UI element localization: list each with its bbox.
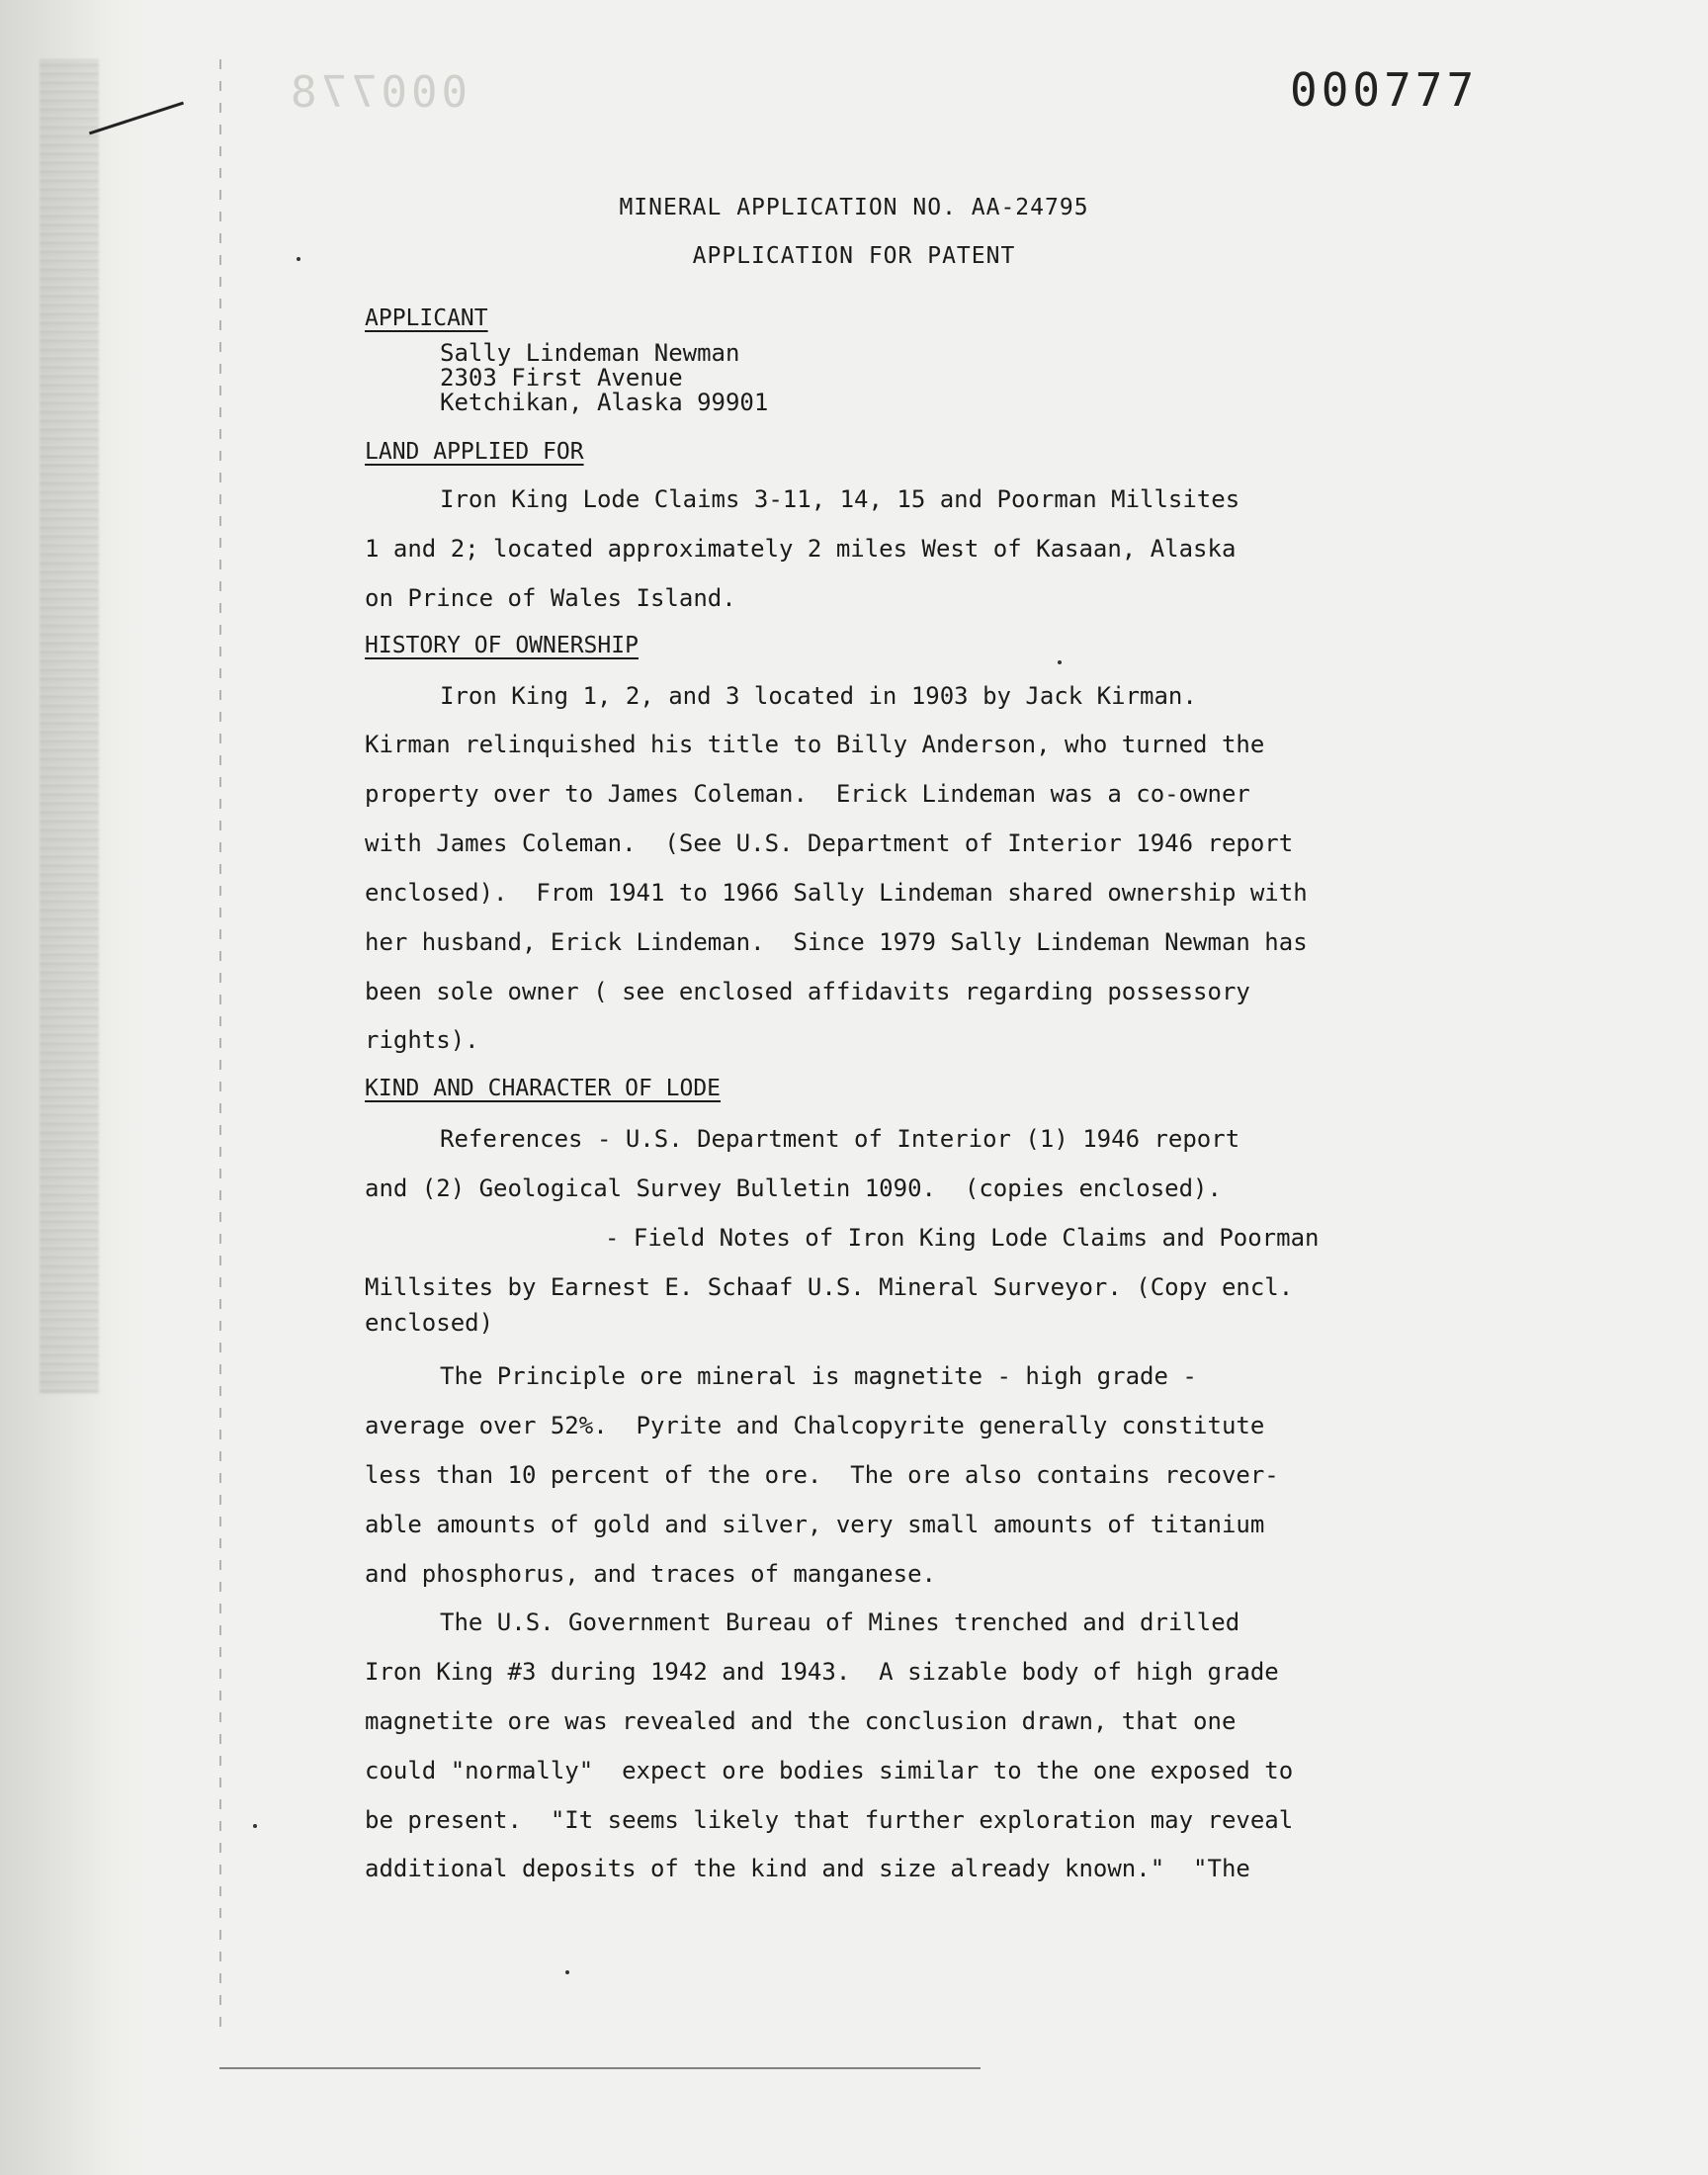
scan-speck: [297, 257, 300, 261]
page-number: 000777: [1290, 63, 1479, 117]
bureau-line: could "normally" expect ore bodies similar to the one exposed to: [365, 1757, 1294, 1784]
land-line: 1 and 2; located approximately 2 miles West of Kasaan, Alaska: [365, 535, 1237, 563]
history-line: Iron King 1, 2, and 3 located in 1903 by Jack Kirman.: [440, 682, 1197, 710]
bureau-line: magnetite ore was revealed and the conclusion drawn, that one: [365, 1707, 1237, 1735]
lode-heading: KIND AND CHARACTER OF LODE: [365, 1076, 722, 1101]
history-heading: HISTORY OF OWNERSHIP: [365, 633, 639, 658]
history-line: been sole owner ( see enclosed affidavits regarding possessory: [365, 978, 1250, 1005]
bureau-line: be present. "It seems likely that further exploration may reveal: [365, 1806, 1294, 1834]
bureau-line: Iron King #3 during 1942 and 1943. A sizable body of high grade: [365, 1658, 1279, 1686]
lode-reference-line: References - U.S. Department of Interior (1) 1946 report: [440, 1125, 1240, 1153]
lode-reference-line: - Field Notes of Iron King Lode Claims and Poorman: [605, 1224, 1320, 1252]
scan-speck: [253, 1824, 257, 1828]
history-line: rights).: [365, 1026, 479, 1054]
scan-speck: [565, 1970, 569, 1974]
ore-line: less than 10 percent of the ore. The ore also contains recover-: [365, 1461, 1279, 1489]
ore-line: and phosphorus, and traces of manganese.: [365, 1560, 936, 1588]
history-line: property over to James Coleman. Erick Lindeman was a co-owner: [365, 780, 1250, 808]
applicant-city: Ketchikan, Alaska 99901: [440, 389, 769, 416]
ghost-page-number: 000778: [287, 67, 468, 118]
applicant-name: Sally Lindeman Newman: [440, 339, 740, 367]
scan-speck: [1058, 660, 1062, 664]
document-subtitle: APPLICATION FOR PATENT: [692, 243, 1016, 269]
land-line: on Prince of Wales Island.: [365, 584, 736, 612]
ore-line: average over 52%. Pyrite and Chalcopyrite generally constitute: [365, 1412, 1265, 1439]
lode-reference-line: enclosed): [365, 1309, 494, 1337]
document-title: MINERAL APPLICATION NO. AA-24795: [619, 195, 1089, 220]
applicant-heading: APPLICANT: [365, 305, 488, 331]
ore-line: able amounts of gold and silver, very small amounts of titanium: [365, 1511, 1265, 1538]
land-heading: LAND APPLIED FOR: [365, 439, 584, 465]
bureau-line: additional deposits of the kind and size already known." "The: [365, 1855, 1250, 1882]
land-line: Iron King Lode Claims 3-11, 14, 15 and Poorman Millsites: [440, 485, 1240, 513]
history-line: with James Coleman. (See U.S. Department of Interior 1946 report: [365, 829, 1294, 857]
applicant-street: 2303 First Avenue: [440, 364, 683, 392]
bureau-line: The U.S. Government Bureau of Mines trenched and drilled: [440, 1609, 1240, 1636]
history-line: Kirman relinquished his title to Billy Anderson, who turned the: [365, 731, 1265, 758]
lode-reference-line: and (2) Geological Survey Bulletin 1090. (copies enclosed).: [365, 1174, 1222, 1202]
lode-reference-line: Millsites by Earnest E. Schaaf U.S. Mineral Surveyor. (Copy encl.: [365, 1273, 1294, 1301]
history-line: her husband, Erick Lindeman. Since 1979 Sally Lindeman Newman has: [365, 928, 1308, 956]
scan-fold-line: [219, 59, 221, 2037]
ore-line: The Principle ore mineral is magnetite - high grade -: [440, 1362, 1197, 1390]
bottom-rule: [219, 2067, 981, 2069]
history-line: enclosed). From 1941 to 1966 Sally Lindeman shared ownership with: [365, 879, 1308, 907]
